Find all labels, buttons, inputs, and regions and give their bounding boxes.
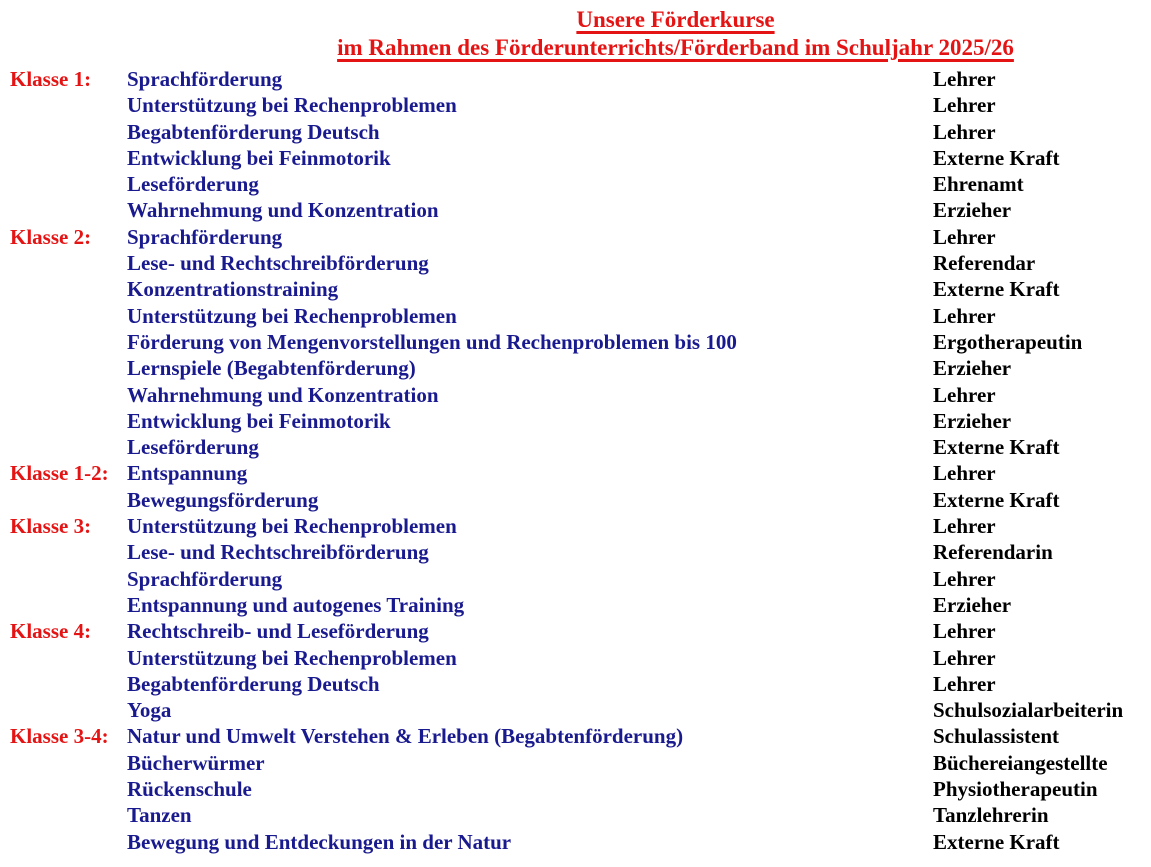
course-name: Rechtschreib- und Leseförderung <box>127 619 429 644</box>
staff-role: Ergotherapeutin <box>933 329 1083 354</box>
staff-role: Lehrer <box>933 224 996 249</box>
table-row <box>10 592 1151 618</box>
course-name: Wahrnehmung und Konzentration <box>127 382 439 407</box>
table-row <box>10 671 1151 697</box>
staff-role: Büchereiangestellte <box>933 750 1108 775</box>
class-label <box>10 382 127 408</box>
table-row <box>10 829 1151 855</box>
class-label: Klasse 2: <box>10 224 92 249</box>
table-row <box>10 539 1151 565</box>
staff-role: Externe Kraft <box>933 829 1060 854</box>
course-name: Natur und Umwelt Verstehen & Erleben (Begabtenförderung) <box>127 724 684 749</box>
staff-role: Lehrer <box>933 461 996 486</box>
class-label <box>10 355 127 381</box>
course-name: Unterstützung bei Rechenproblemen <box>127 93 457 118</box>
table-row <box>10 802 1151 828</box>
title-line-1: Unsere Förderkurse <box>576 7 775 32</box>
class-label <box>10 276 127 302</box>
table-row <box>10 723 1151 749</box>
staff-role: Erzieher <box>933 356 1012 381</box>
table-row <box>10 66 1151 92</box>
course-name: Unterstützung bei Rechenproblemen <box>127 303 457 328</box>
course-name: Sprachförderung <box>127 224 283 249</box>
staff-role: Erzieher <box>933 198 1012 223</box>
table-row <box>10 145 1151 171</box>
course-name: Lese- und Rechtschreibförderung <box>127 540 429 565</box>
staff-role: Physiotherapeutin <box>933 777 1098 802</box>
table-row <box>10 750 1151 776</box>
class-label: Klasse 3: <box>10 514 92 539</box>
course-name: Unterstützung bei Rechenproblemen <box>127 514 457 539</box>
staff-role: Lehrer <box>933 619 996 644</box>
table-row <box>10 382 1151 408</box>
course-name: Bewegung und Entdeckungen in der Natur <box>127 829 512 854</box>
staff-role: Lehrer <box>933 566 996 591</box>
course-name: Unterstützung bei Rechenproblemen <box>127 645 457 670</box>
staff-role: Lehrer <box>933 119 996 144</box>
table-row <box>10 171 1151 197</box>
course-name: Bücherwürmer <box>127 750 265 775</box>
course-name: Begabtenförderung Deutsch <box>127 671 380 696</box>
class-label <box>10 566 127 592</box>
class-label <box>10 119 127 145</box>
class-label: Klasse 1: <box>10 67 92 91</box>
staff-role: Lehrer <box>933 303 996 328</box>
class-label <box>10 487 127 513</box>
document-title <box>0 0 1151 64</box>
class-label <box>10 434 127 460</box>
table-row <box>10 487 1151 513</box>
course-name: Entspannung <box>127 461 248 486</box>
table-row <box>10 92 1151 118</box>
table-row <box>10 697 1151 723</box>
table-row <box>10 618 1151 644</box>
course-name: Begabtenförderung Deutsch <box>127 119 380 144</box>
class-label <box>10 750 127 776</box>
table-row <box>10 776 1151 802</box>
staff-role: Externe Kraft <box>933 487 1060 512</box>
table-row <box>10 460 1151 486</box>
class-label: Klasse 1-2: <box>10 461 109 486</box>
course-name: Yoga <box>127 698 172 723</box>
course-name: Bewegungsförderung <box>127 487 319 512</box>
class-label <box>10 145 127 171</box>
staff-role: Ehrenamt <box>933 172 1024 197</box>
table-row <box>10 513 1151 539</box>
staff-role: Erzieher <box>933 592 1012 617</box>
class-label <box>10 197 127 223</box>
table-row <box>10 355 1151 381</box>
course-name: Lese- und Rechtschreibförderung <box>127 251 429 276</box>
course-name: Konzentrationstraining <box>127 277 339 302</box>
table-row <box>10 224 1151 250</box>
course-name: Tanzen <box>127 803 192 828</box>
class-label <box>10 592 127 618</box>
course-name: Rückenschule <box>127 777 252 802</box>
class-label <box>10 171 127 197</box>
table-row <box>10 119 1151 145</box>
class-label <box>10 303 127 329</box>
class-label <box>10 645 127 671</box>
course-name: Wahrnehmung und Konzentration <box>127 198 439 223</box>
table-row <box>10 645 1151 671</box>
class-label: Klasse 3-4: <box>10 724 109 749</box>
table-row <box>10 197 1151 223</box>
course-name: Förderung von Mengenvorstellungen und Rechenproblemen bis 100 <box>127 329 737 354</box>
staff-role: Lehrer <box>933 645 996 670</box>
class-label <box>10 776 127 802</box>
staff-role: Lehrer <box>933 671 996 696</box>
staff-role: Lehrer <box>933 514 996 539</box>
staff-role: Schulassistent <box>933 724 1060 749</box>
class-label <box>10 671 127 697</box>
course-name: Entwicklung bei Feinmotorik <box>127 408 391 433</box>
class-label <box>10 408 127 434</box>
course-name: Leseförderung <box>127 435 259 460</box>
staff-role: Lehrer <box>933 93 996 118</box>
table-row <box>10 276 1151 302</box>
course-name: Entwicklung bei Feinmotorik <box>127 145 391 170</box>
staff-role: Referendar <box>933 251 1036 276</box>
class-label <box>10 539 127 565</box>
course-name: Lernspiele (Begabtenförderung) <box>127 356 416 381</box>
course-name: Leseförderung <box>127 172 259 197</box>
class-label: Klasse 4: <box>10 619 92 644</box>
title-line-2: im Rahmen des Förderunterrichts/Förderband im Schuljahr 2025/26 <box>337 35 1014 60</box>
staff-role: Erzieher <box>933 408 1012 433</box>
staff-role: Externe Kraft <box>933 277 1060 302</box>
table-row <box>10 250 1151 276</box>
staff-role: Schulsozialarbeiterin <box>933 698 1124 723</box>
staff-role: Referendarin <box>933 540 1053 565</box>
class-label <box>10 250 127 276</box>
class-label <box>10 697 127 723</box>
course-name: Sprachförderung <box>127 566 283 591</box>
class-label <box>10 329 127 355</box>
staff-role: Externe Kraft <box>933 145 1060 170</box>
table-row <box>10 303 1151 329</box>
class-label <box>10 802 127 828</box>
course-name: Sprachförderung <box>127 67 283 91</box>
table-row <box>10 408 1151 434</box>
staff-role: Lehrer <box>933 67 996 91</box>
staff-role: Lehrer <box>933 382 996 407</box>
course-name: Entspannung und autogenes Training <box>127 592 465 617</box>
course-table <box>0 66 1151 855</box>
class-label <box>10 92 127 118</box>
table-row <box>10 566 1151 592</box>
table-row <box>10 434 1151 460</box>
table-row <box>10 329 1151 355</box>
staff-role: Tanzlehrerin <box>933 803 1049 828</box>
staff-role: Externe Kraft <box>933 435 1060 460</box>
class-label <box>10 829 127 855</box>
